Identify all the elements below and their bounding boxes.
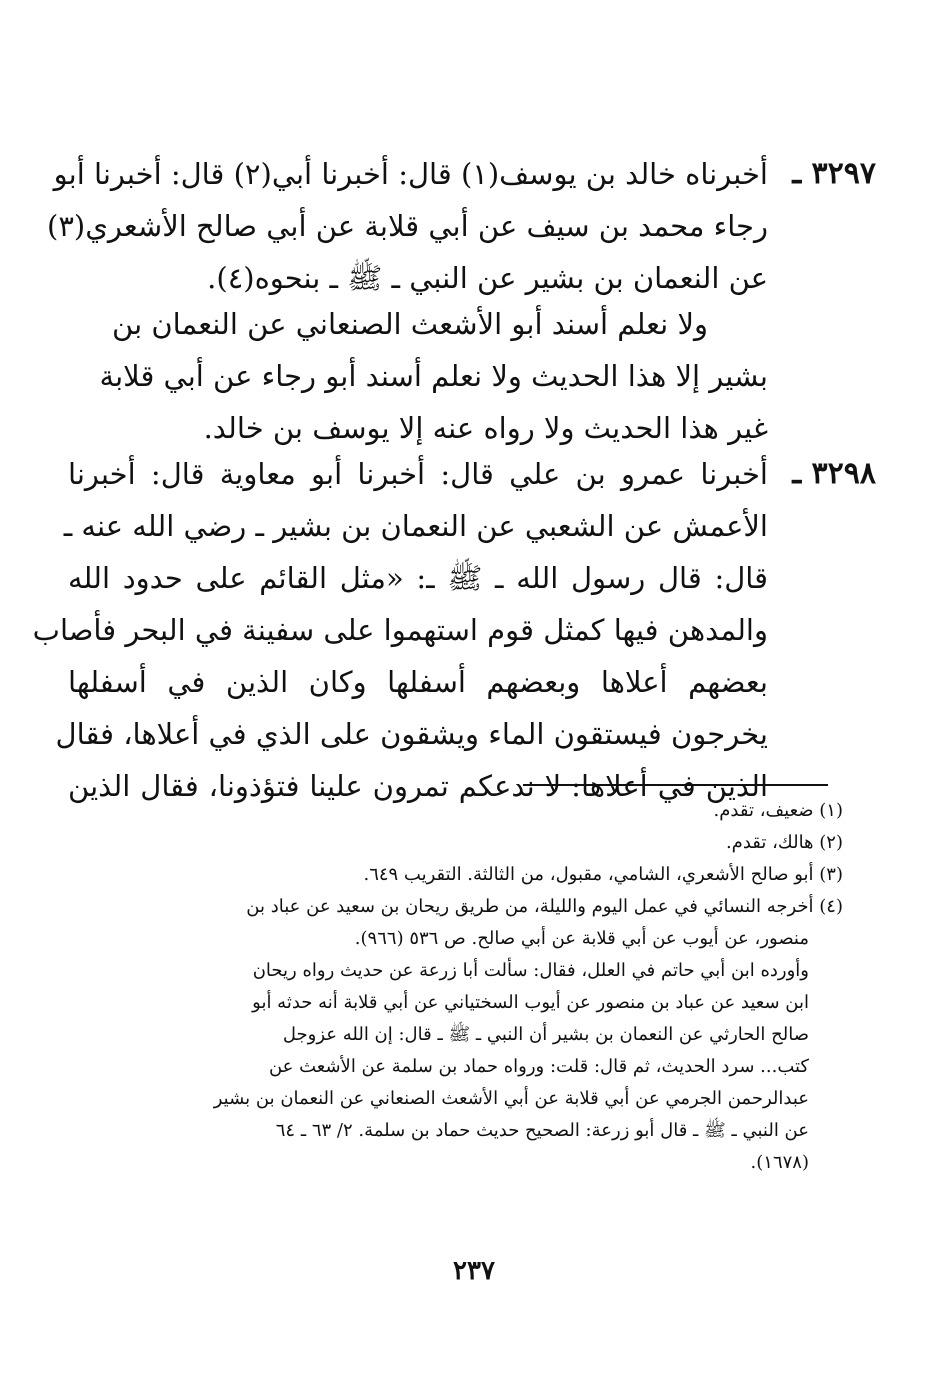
page-number: ٢٣٧ [453,1256,495,1286]
hadith-entry-3298 [32,448,876,812]
footnote-3: (٣) أبو صالح الأشعري، الشامي، مقبول، من الثالثة. التقريب ٦٤٩. [363,864,843,885]
footnotes [163,795,843,1179]
commentary-paragraph [99,298,768,454]
hadith-line: قال: قال رسول الله ـ ﷺ ـ: «مثل القائم على حدود الله [68,561,768,595]
commentary-line: ولا نعلم أسند أبو الأشعث الصنعاني عن النعمان بن [112,307,708,341]
footnote-2: (٢) هالك، تقدم. [725,832,843,853]
footnote-1: (١) ضعيف، تقدم. [713,800,843,821]
hadith-entry-3297 [46,148,876,304]
hadith-line: بعضهم أعلاها وبعضهم أسفلها وكان الذين في أسفلها [68,665,768,699]
footnote-4-line: صالح الحارثي عن النعمان بن بشير أن النبي ـ ﷺ ـ قال: إن الله عزوجل [282,1024,809,1045]
footnote-4-line: عن النبي ـ ﷺ ـ قال أبو زرعة: الصحيح حديث حماد بن سلمة. ٢/ ٦٣ ـ ٦٤ [275,1120,809,1141]
hadith-line: رجاء محمد بن سيف عن أبي قلابة عن أبي صالح الأشعري(٣) [46,209,768,243]
footnote-4-line: (١٦٧٨). [750,1152,809,1173]
footnote-4-line: منصور، عن أيوب عن أبي قلابة عن أبي صالح. ص ٥٣٦ (٩٦٦). [354,928,809,949]
hadith-line: الذين في أعلاها: لا ندعكم تمرون علينا فتؤذونا، فقال الذين [68,769,768,803]
hadith-line: عن النعمان بن بشير عن النبي ـ ﷺ ـ بنحوه(٤). [207,261,768,295]
hadith-line: يخرجون فيستقون الماء ويشقون على الذي في أعلاها، فقال [55,717,768,751]
footnote-4-line: كتب... سرد الحديث، ثم قال: قلت: ورواه حماد بن سلمة عن الأشعث عن [268,1056,809,1077]
hadith-number: ٣٢٩٨ ـ [792,456,876,491]
commentary-line: غير هذا الحديث ولا رواه عنه إلا يوسف بن خالد. [203,411,768,445]
hadith-line: الأعمش عن الشعبي عن النعمان بن بشير ـ رضي الله عنه ـ [63,509,768,543]
footnote-4-line: وأورده ابن أبي حاتم في العلل، فقال: سألت أبا زرعة عن حديث رواه ريحان [252,960,809,981]
footnote-4-line: ابن سعيد عن عباد بن منصور عن أيوب السختياني عن أبي قلابة أنه حدثه أبو [252,992,809,1013]
hadith-line: والمدهن فيها كمثل قوم استهموا على سفينة في البحر فأصاب [32,613,768,647]
hadith-line: أخبرناه خالد بن يوسف(١) قال: أخبرنا أبي(٢) قال: أخبرنا أبو [53,157,768,191]
footnote-4-line: عبدالرحمن الجرمي عن أبي قلابة عن أبي الأشعث الصنعاني عن النعمان بن بشير [213,1088,809,1109]
footnote-separator [523,784,828,786]
hadith-number: ٣٢٩٧ ـ [792,156,876,191]
hadith-line: أخبرنا عمرو بن علي قال: أخبرنا أبو معاوية قال: أخبرنا [68,457,768,491]
commentary-line: بشير إلا هذا الحديث ولا نعلم أسند أبو رجاء عن أبي قلابة [99,359,768,393]
footnote-4: (٤) أخرجه النسائي في عمل اليوم والليلة، من طريق ريحان بن سعيد عن عباد بن [246,896,843,917]
